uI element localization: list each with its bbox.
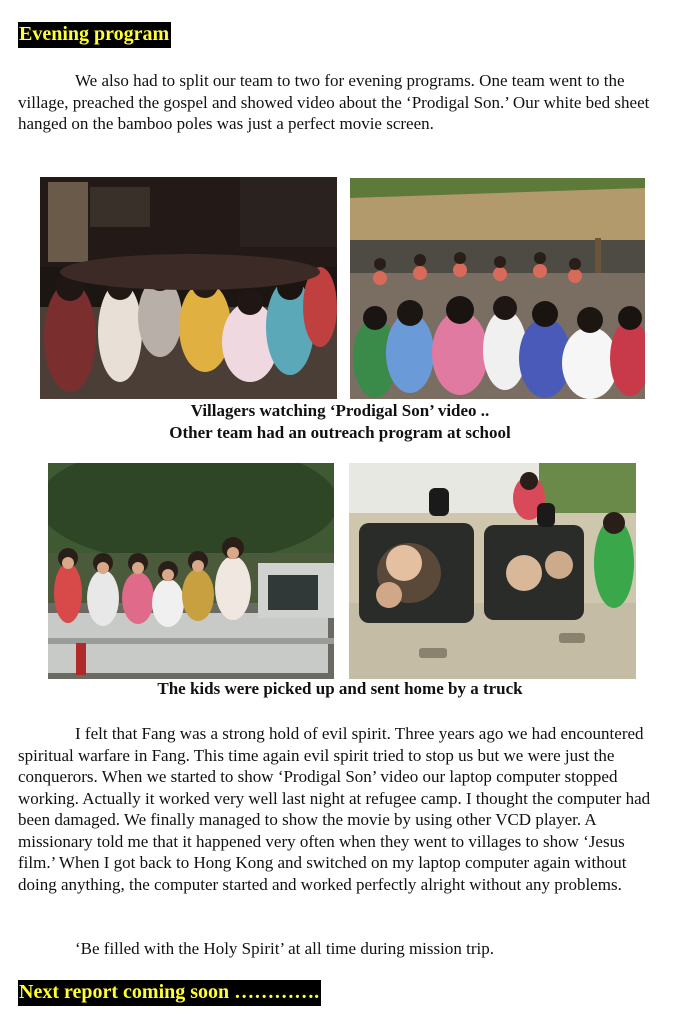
section-heading-next-report: Next report coming soon …………. [18, 980, 321, 1006]
paragraph-evening-program [18, 70, 663, 135]
caption-line-villagers: Villagers watching ‘Prodigal Son’ video .. [190, 401, 490, 420]
photo-villagers-watching-video [40, 177, 337, 399]
paragraph-spiritual-warfare [18, 723, 663, 895]
paragraph-text: ‘Be filled with the Holy Spirit’ at all time during mission trip. [75, 939, 494, 958]
photo-kids-in-truck [48, 463, 334, 679]
caption-truck: The kids were picked up and sent home by a truck [157, 679, 523, 698]
paragraph-text: I felt that Fang was a strong hold of evil spirit. Three years ago we had encountered spiritual warfare in Fang. This time again evil spirit tried to stop us but we were just the conquerors. When we started to show ‘Prodigal Son’ video our laptop computer stopped working. Actually it worked very well last night at refugee camp. I thought the computer had been damaged. We finally managed to show the movie by using other VCD player. A missionary told me that it happened very often when they went to villages to show ‘Jesus film.’ When I got back to Hong Kong and switched on my laptop computer again without doing anything, the computer started and worked perfectly alright without any problems. [18, 724, 651, 894]
caption-line-school-outreach: Other team had an outreach program at school [169, 423, 511, 442]
section-heading-evening-program: Evening program [18, 22, 171, 48]
photo-kids-in-truck-cab [349, 463, 636, 679]
photo-school-outreach [350, 178, 645, 399]
caption-photos-top [0, 400, 680, 444]
paragraph-text: We also had to split our team to two for evening programs. One team went to the village, preached the gospel and showed video about the ‘Prodigal Son.’ Our white bed sheet hanged on the bamboo poles was just a perfect movie screen. [18, 71, 650, 133]
paragraph-holy-spirit [18, 938, 663, 960]
